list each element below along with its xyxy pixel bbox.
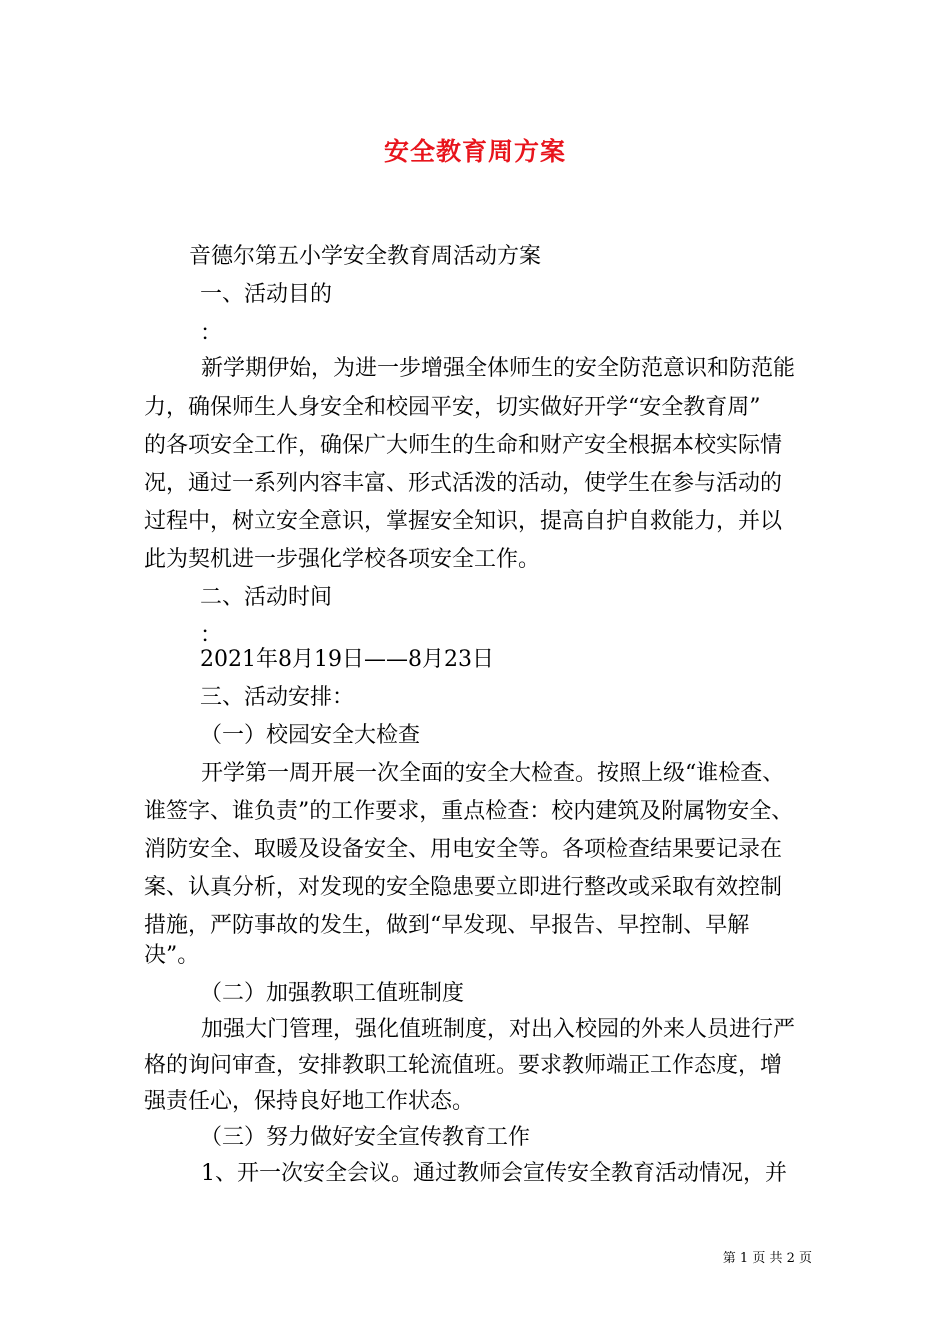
paragraph-line: 1、开一次安全会议。通过教师会宣传安全教育活动情况，并 [201, 1161, 787, 1186]
subsection-heading-2: （二）加强教职工值班制度 [200, 981, 465, 1006]
paragraph-line: 此为契机进一步强化学校各项安全工作。 [144, 547, 541, 572]
paragraph-line: 过程中，树立安全意识，掌握安全知识，提高自护自救能力，并以 [144, 509, 783, 534]
subsection-heading-1: （一）校园安全大检查 [200, 723, 421, 748]
paragraph-line: 消防安全、取暖及设备安全、用电安全等。各项检查结果要记录在 [144, 837, 783, 862]
paragraph-line: 况，通过一系列内容丰富、形式活泼的活动，使学生在参与活动的 [144, 471, 783, 496]
paragraph-line: 格的询问审查，安排教职工轮流值班。要求教师端正工作态度，增 [144, 1053, 783, 1078]
paragraph-line: 的各项安全工作，确保广大师生的生命和财产安全根据本校实际情 [144, 433, 783, 458]
colon-line-2: ： [200, 623, 223, 648]
section-heading-1: 一、活动目的 [200, 282, 333, 307]
paragraph-line: 措施，严防事故的发生，做到“早发现、早报告、早控制、早解 [144, 913, 750, 938]
paragraph-line: 案、认真分析，对发现的安全隐患要立即进行整改或采取有效控制 [144, 875, 783, 900]
colon-line-1: ： [200, 321, 223, 346]
paragraph-line: 强责任心，保持良好地工作状态。 [144, 1089, 475, 1114]
subsection-heading-3: （三）努力做好安全宣传教育工作 [200, 1125, 531, 1150]
section-heading-2: 二、活动时间 [200, 585, 333, 610]
page-footer: 第 1 页 共 2 页 [722, 1251, 812, 1266]
activity-dates: 2021年8月19日——8月23日 [200, 647, 494, 672]
paragraph-line: 开学第一周开展一次全面的安全大检查。按照上级“谁检查、 [201, 761, 785, 786]
paragraph-line: 加强大门管理，强化值班制度，对出入校园的外来人员进行严 [201, 1017, 796, 1042]
section-heading-3: 三、活动安排： [200, 685, 355, 710]
paragraph-line: 力，确保师生人身安全和校园平安，切实做好开学“安全教育周” [144, 395, 761, 420]
paragraph-line: 谁签字、谁负责”的工作要求，重点检查：校内建筑及附属物安全、 [144, 799, 794, 824]
document-title: 安全教育周方案 [383, 137, 566, 166]
paragraph-line: 新学期伊始，为进一步增强全体师生的安全防范意识和防范能 [201, 356, 796, 381]
doc-subtitle: 音德尔第五小学安全教育周活动方案 [189, 244, 542, 269]
paragraph-line: 决”。 [144, 943, 200, 968]
